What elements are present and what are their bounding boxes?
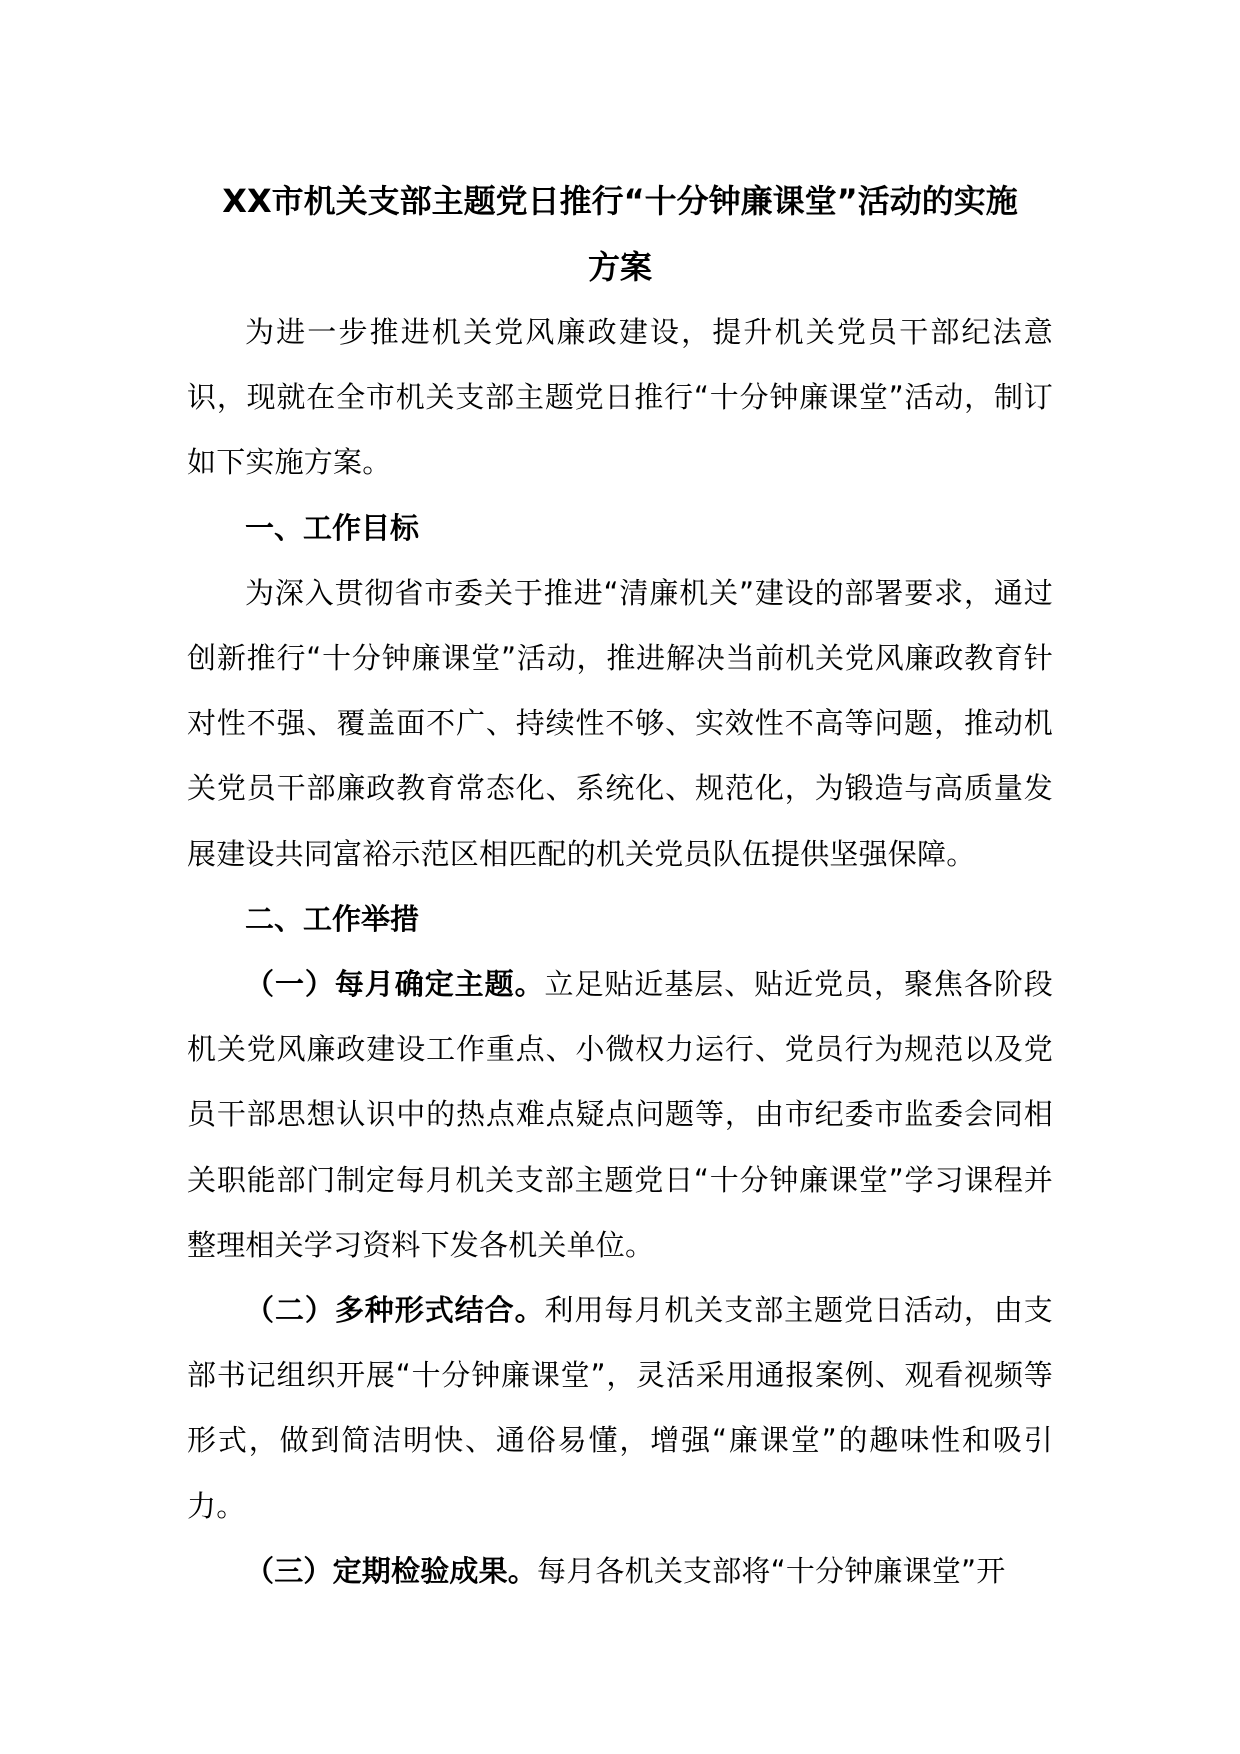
document-title xyxy=(187,168,1053,300)
title-line-1: XX市机关支部主题党日推行“十分钟廉课堂”活动的实施 xyxy=(222,182,1018,220)
measure-paragraph-2 xyxy=(187,1278,1053,1539)
intro-paragraph: 为进一步推进机关党风廉政建设，提升机关党员干部纪法意识，现就在全市机关支部主题党日推行“十分钟廉课堂”活动，制订如下实施方案。 xyxy=(187,315,1053,480)
measure-body-3: 每月各机关支部将“十分钟廉课堂”开 xyxy=(537,1553,1006,1588)
measure-body-1: 立足贴近基层、贴近党员，聚焦各阶段机关党风廉政建设工作重点、小微权力运行、党员行为规范以及党员干部思想认识中的热点难点疑点问题等，由市纪委市监委会同相关职能部门制定每月机关支部主题党日“十分钟廉课堂”学习课程并整理相关学习资料下发各机关单位。 xyxy=(187,967,1053,1262)
title-line-2: 方案 xyxy=(587,248,652,286)
measure-paragraph-3 xyxy=(187,1539,1053,1604)
goals-paragraph: 为深入贯彻省市委关于推进“清廉机关”建设的部署要求，通过创新推行“十分钟廉课堂”活动，推进解决当前机关党风廉政教育针对性不强、覆盖面不广、持续性不够、实效性不高等问题，推动机关党员干部廉政教育常态化、系统化、规范化，为锻造与高质量发展建设共同富裕示范区相匹配的机关党员队伍提供坚强保障。 xyxy=(187,575,1053,871)
section-heading-goals: 一、工作目标 xyxy=(245,510,420,545)
document-page xyxy=(187,168,1053,1604)
measure-lead-2: （二）多种形式结合。 xyxy=(245,1293,545,1328)
measure-paragraph-1 xyxy=(187,952,1053,1278)
measure-lead-1: （一）每月确定主题。 xyxy=(245,967,545,1002)
measure-lead-3: （三）定期检验成果。 xyxy=(245,1553,538,1588)
section-heading-measures: 二、工作举措 xyxy=(245,901,420,936)
measure-body-2: 利用每月机关支部主题党日活动，由支部书记组织开展“十分钟廉课堂”，灵活采用通报案例、观看视频等形式，做到简洁明快、通俗易懂，增强“廉课堂”的趣味性和吸引力。 xyxy=(187,1293,1053,1523)
